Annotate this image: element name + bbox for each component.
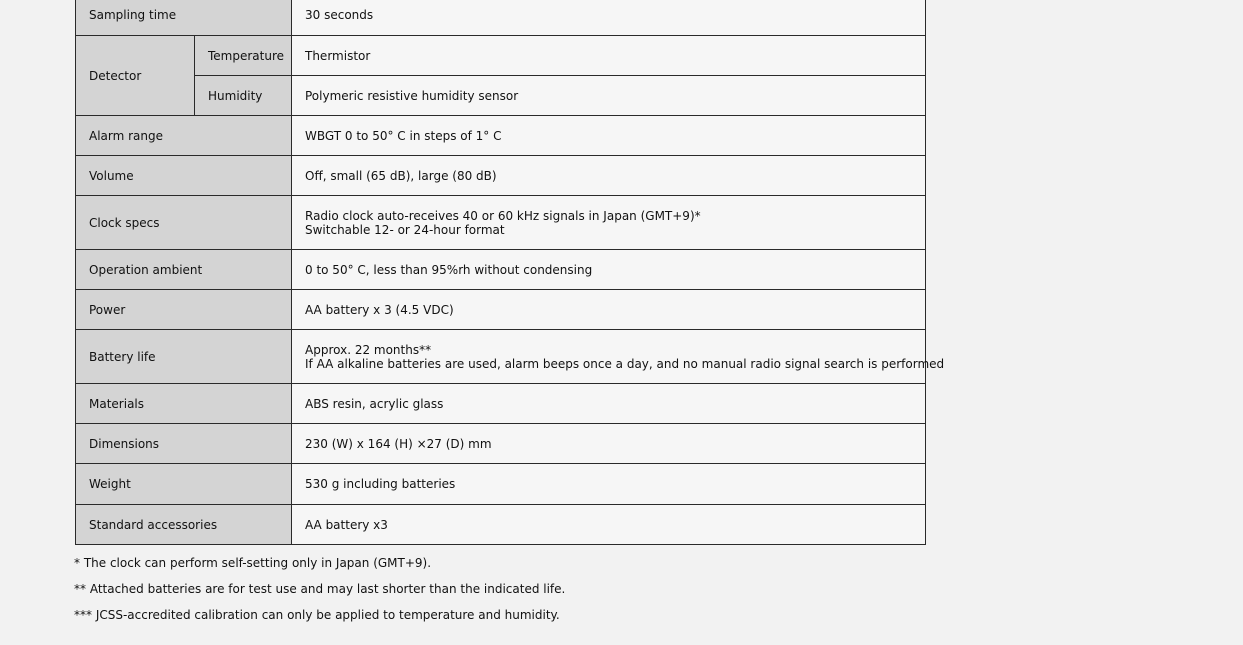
row-label: Sampling time bbox=[76, 0, 292, 36]
table-row bbox=[76, 76, 926, 116]
row-value: Polymeric resistive humidity sensor bbox=[292, 76, 926, 116]
table-row bbox=[76, 116, 926, 156]
row-value: ABS resin, acrylic glass bbox=[292, 384, 926, 424]
table-row bbox=[76, 330, 926, 384]
table-row bbox=[76, 505, 926, 545]
value-line: Switchable 12- or 24-hour format bbox=[305, 222, 505, 237]
row-label: Operation ambient bbox=[76, 250, 292, 290]
footnote: *** JCSS-accredited calibration can only be applied to temperature and humidity. bbox=[74, 608, 560, 622]
row-label: Power bbox=[76, 290, 292, 330]
table-row bbox=[76, 464, 926, 505]
row-value: Off, small (65 dB), large (80 dB) bbox=[292, 156, 926, 196]
footnote: ** Attached batteries are for test use and may last shorter than the indicated life. bbox=[74, 582, 566, 596]
value-line: Approx. 22 months** bbox=[305, 342, 432, 357]
table-row bbox=[76, 156, 926, 196]
row-value: Thermistor bbox=[292, 36, 926, 76]
value-line: If AA alkaline batteries are used, alarm beeps once a day, and no manual radio signal search is performed bbox=[305, 356, 945, 371]
row-label: Detector bbox=[76, 36, 195, 116]
row-value: 530 g including batteries bbox=[292, 464, 926, 505]
footnotes bbox=[74, 556, 565, 634]
table-row bbox=[76, 250, 926, 290]
row-label: Standard accessories bbox=[76, 505, 292, 545]
row-value: 0 to 50° C, less than 95%rh without condensing bbox=[292, 250, 926, 290]
row-label: Battery life bbox=[76, 330, 292, 384]
row-value bbox=[292, 330, 945, 384]
table-row bbox=[76, 290, 926, 330]
row-value bbox=[292, 196, 926, 250]
table-row bbox=[76, 0, 926, 36]
table-row bbox=[76, 196, 926, 250]
row-value: 30 seconds bbox=[292, 0, 926, 36]
row-label: Weight bbox=[76, 464, 292, 505]
value-line: Radio clock auto-receives 40 or 60 kHz signals in Japan (GMT+9)* bbox=[305, 208, 701, 223]
row-value: 230 (W) x 164 (H) ×27 (D) mm bbox=[292, 424, 926, 464]
row-value: AA battery x3 bbox=[292, 505, 926, 545]
row-value: AA battery x 3 (4.5 VDC) bbox=[292, 290, 926, 330]
table-row bbox=[76, 424, 926, 464]
table-row bbox=[76, 384, 926, 424]
row-sublabel: Temperature bbox=[195, 36, 292, 76]
row-sublabel: Humidity bbox=[195, 76, 292, 116]
row-label: Volume bbox=[76, 156, 292, 196]
row-label: Clock specs bbox=[76, 196, 292, 250]
footnote: * The clock can perform self-setting only in Japan (GMT+9). bbox=[74, 556, 432, 570]
row-label: Materials bbox=[76, 384, 292, 424]
table-row bbox=[76, 36, 926, 76]
row-label: Dimensions bbox=[76, 424, 292, 464]
row-value: WBGT 0 to 50° C in steps of 1° C bbox=[292, 116, 926, 156]
row-label: Alarm range bbox=[76, 116, 292, 156]
spec-table bbox=[75, 0, 945, 545]
